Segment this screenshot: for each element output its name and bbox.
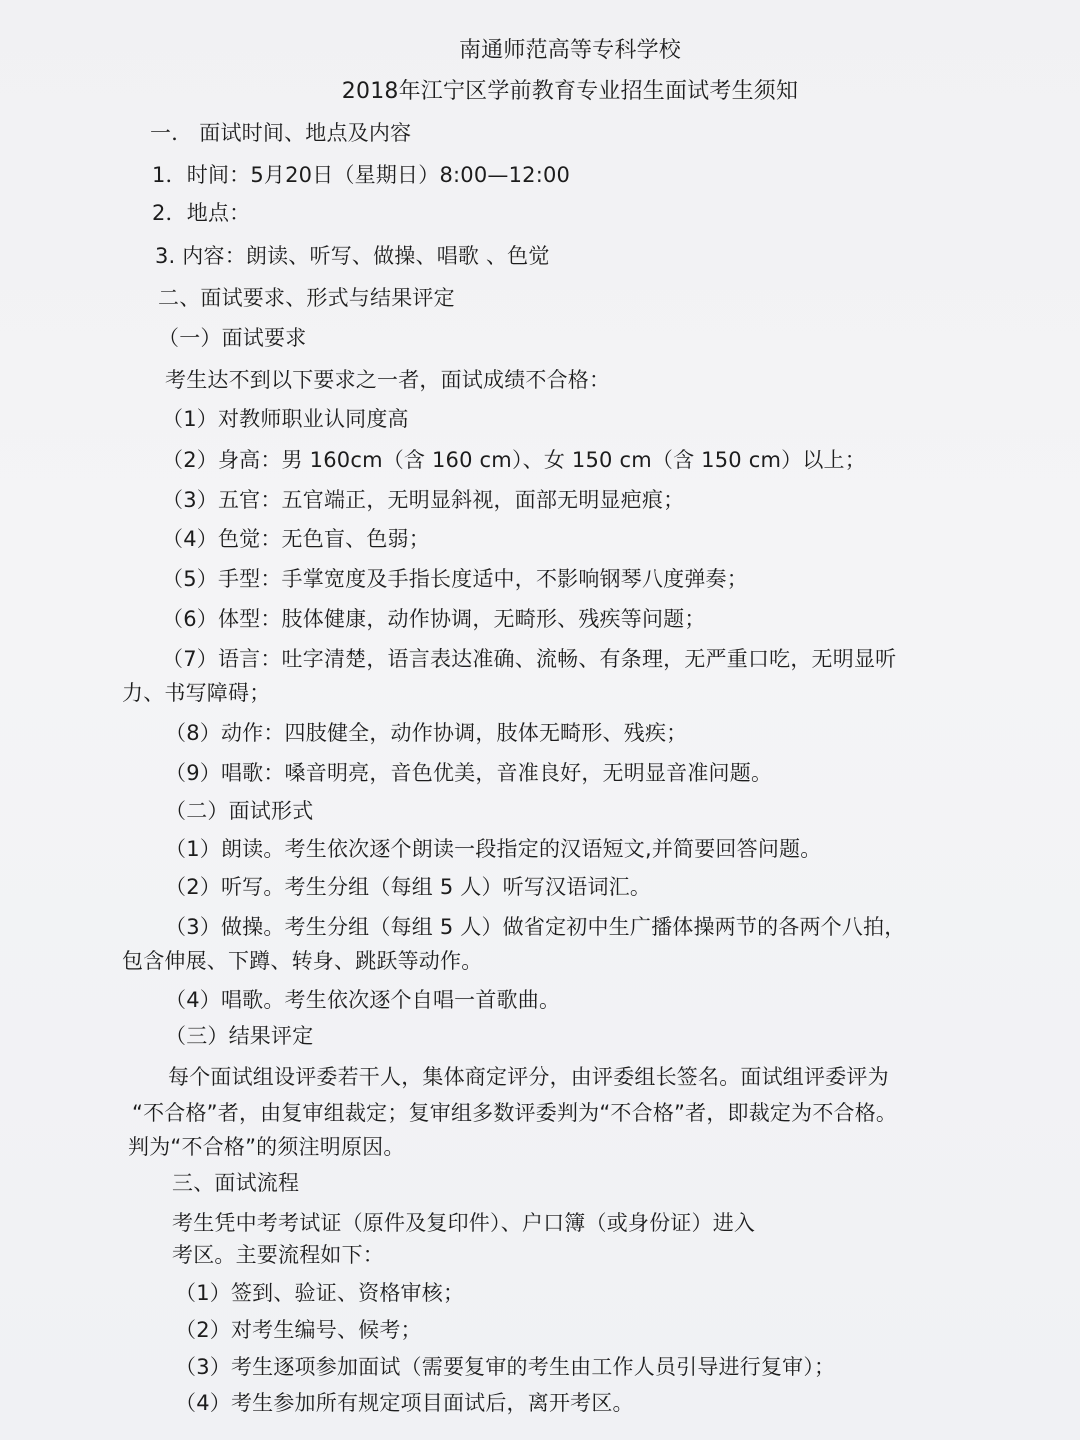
section2-heading: 二、面试要求、形式与结果评定 [158,286,455,310]
interview-content: 3. 内容：朗读、听写、做操、唱歌 、色觉 [155,244,550,268]
process-step: （2）对考生编号、候考； [175,1318,422,1342]
requirement-item: （2）身高：男 160cm（含 160 cm）、女 150 cm（含 150 cm）以上； [162,448,866,472]
format-item: （4）唱歌。考生依次逐个自唱一首歌曲。 [165,988,561,1012]
process-intro: 考生凭中考考试证（原件及复印件）、户口簿（或身份证）进入 [172,1211,756,1235]
requirement-item: （4）色觉：无色盲、色弱； [162,527,430,551]
requirement-item: （9）唱歌：嗓音明亮，音色优美，音准良好，无明显音准问题。 [165,761,773,785]
interview-time: 1．时间：5月20日（星期日）8:00—12:00 [152,163,571,187]
evaluation-line: 判为“不合格”的须注明原因。 [128,1135,405,1159]
document-title: 2018年江宁区学前教育专业招生面试考生须知 [341,79,799,104]
process-step: （1）签到、验证、资格审核； [175,1281,465,1305]
school-name: 南通师范高等专科学校 [458,38,681,63]
requirement-item: （5）手型：手掌宽度及手指长度适中，不影响钢琴八度弹奏； [162,567,748,591]
process-step: （4）考生参加所有规定项目面试后，离开考区。 [175,1391,634,1415]
section3-heading: 三、面试流程 [172,1171,300,1195]
requirements-intro: 考生达不到以下要求之一者，面试成绩不合格： [165,368,611,392]
format-item: （2）听写。考生分组（每组 5 人）听写汉语词汇。 [165,875,652,899]
format-item: （1）朗读。考生依次逐个朗读一段指定的汉语短文,并简要回答问题。 [165,837,822,861]
requirement-item: （1）对教师职业认同度高 [162,407,409,431]
format-heading: （二）面试形式 [165,799,314,823]
requirements-heading: （一）面试要求 [158,326,307,350]
evaluation-line: 每个面试组设评委若干人，集体商定评分，由评委组长签名。面试组评委评为 [168,1065,889,1089]
process-step: （3）考生逐项参加面试（需要复审的考生由工作人员引导进行复审）； [175,1355,836,1379]
requirement-item: （3）五官：五官端正，无明显斜视，面部无明显疤痕； [162,488,685,512]
format-item-continued: 包含伸展、下蹲、转身、跳跃等动作。 [122,949,483,973]
format-item: （3）做操。考生分组（每组 5 人）做省定初中生广播体操两节的各两个八拍， [165,915,906,939]
interview-place: 2．地点： [152,201,251,225]
requirement-item: （6）体型：肢体健康，动作协调，无畸形、残疾等问题； [162,607,706,631]
process-intro: 考区。主要流程如下： [172,1243,384,1267]
section1-heading: 一． 面试时间、地点及内容 [150,121,412,145]
requirement-item-continued: 力、书写障碍； [122,681,271,705]
evaluation-heading: （三）结果评定 [165,1024,314,1048]
evaluation-line: “不合格”者，由复审组裁定；复审组多数评委判为“不合格”者，即裁定为不合格。 [132,1101,898,1125]
requirement-item: （8）动作：四肢健全，动作协调，肢体无畸形、残疾； [165,721,688,745]
requirement-item: （7）语言：吐字清楚，语言表达准确、流畅、有条理，无严重口吃，无明显听 [162,647,897,671]
